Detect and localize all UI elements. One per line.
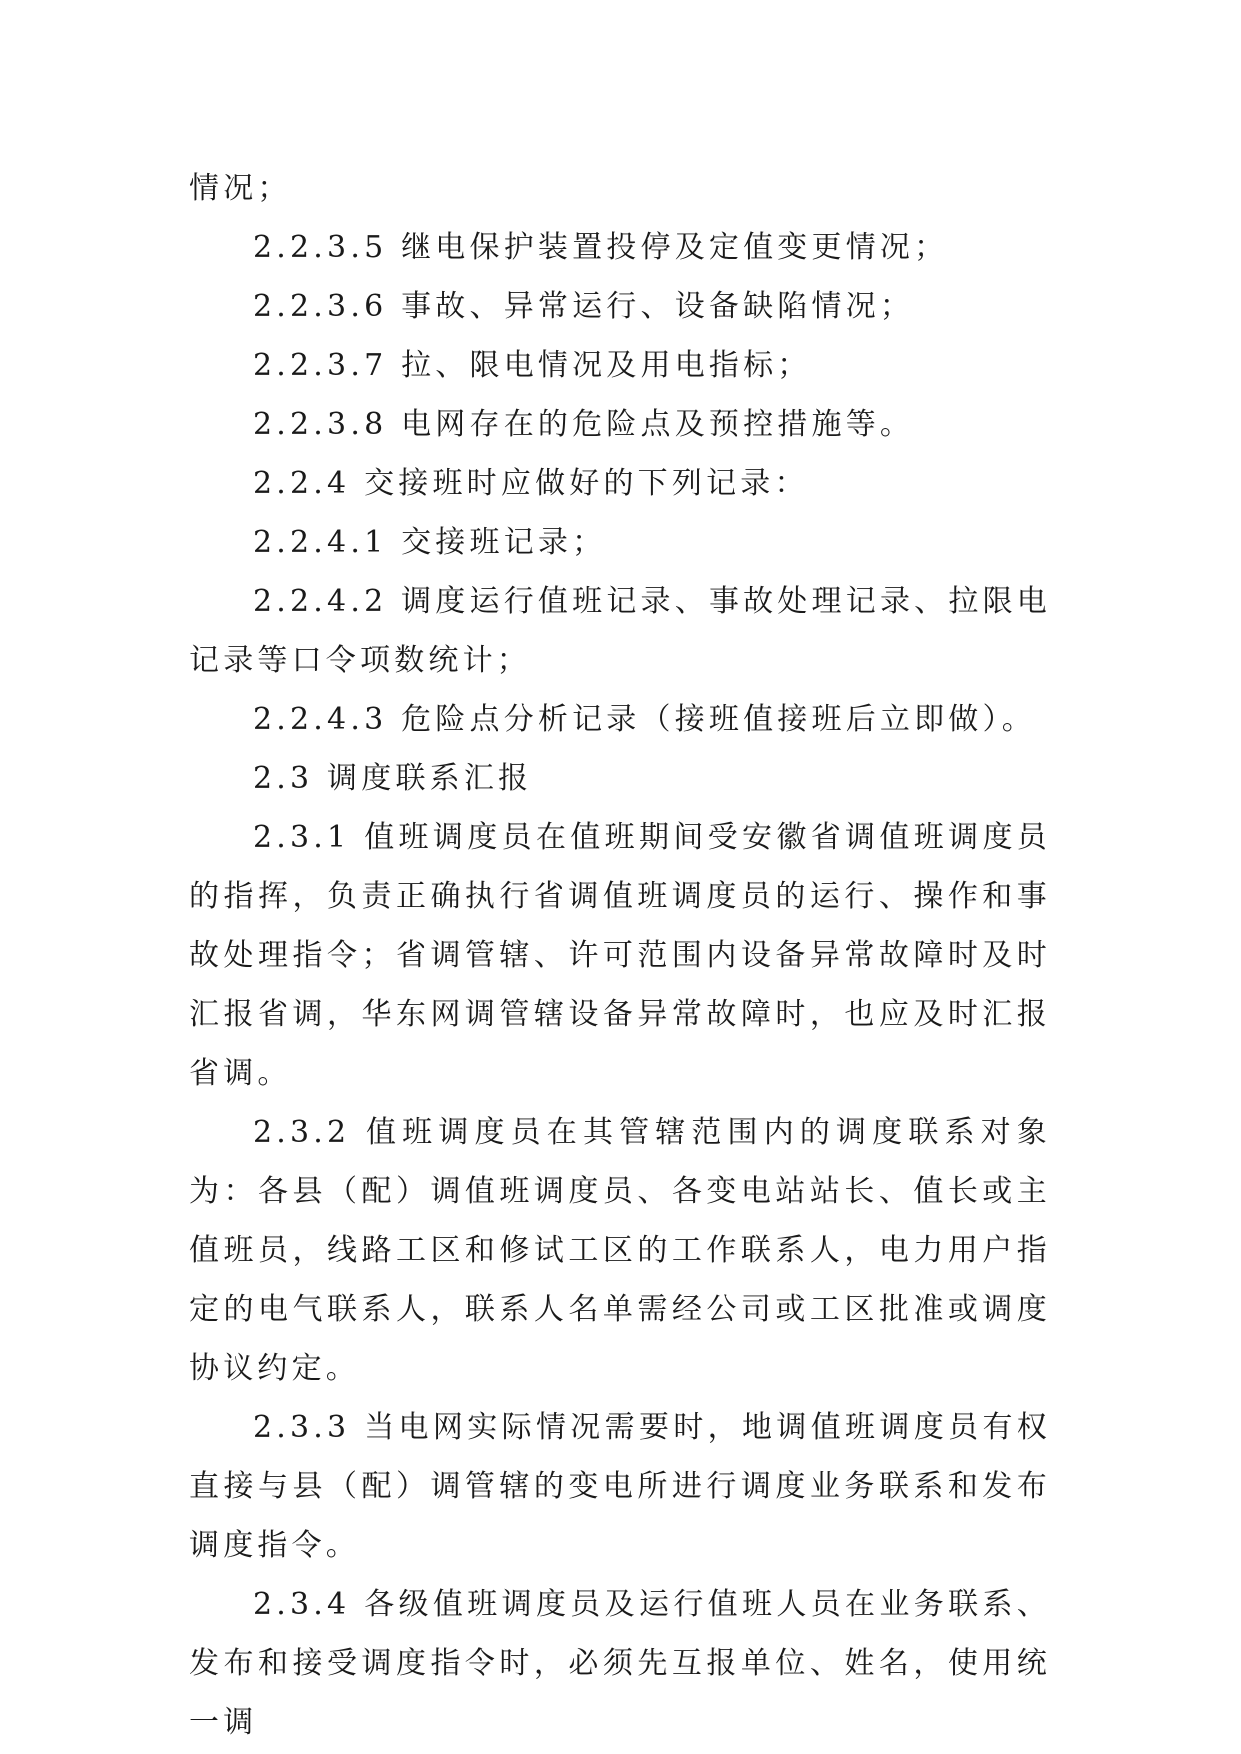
document-body [189,159,1051,1752]
paragraph-6: 2.2.4 交接班时应做好的下列记录： [253,466,809,501]
paragraph-13: 2.3.3 当电网实际情况需要时，地调值班调度员有权直接与县（配）调管辖的变电所进行调度业务联系和发布调度指令。 [189,1410,1051,1563]
paragraph-5: 2.2.3.8 电网存在的危险点及预控措施等。 [253,407,915,442]
paragraph-12: 2.3.2 值班调度员在其管辖范围内的调度联系对象为：各县（配）调值班调度员、各变电站站长、值长或主值班员，线路工区和修试工区的工作联系人，电力用户指定的电气联系人，联系人名单需经公司或工区批准或调度协议约定。 [189,1115,1051,1386]
paragraph-4: 2.2.3.7 拉、限电情况及用电指标； [253,348,812,383]
section-heading: 2.3 调度联系汇报 [253,761,533,796]
paragraph-1: 情况； [189,171,292,206]
paragraph-3: 2.2.3.6 事故、异常运行、设备缺陷情况； [253,289,915,324]
paragraph-7: 2.2.4.1 交接班记录； [253,525,607,560]
paragraph-9: 2.2.4.3 危险点分析记录（接班值接班后立即做）。 [253,702,1036,737]
paragraph-14: 2.3.4 各级值班调度员及运行值班人员在业务联系、发布和接受调度指令时，必须先互报单位、姓名，使用统一调 [189,1587,1051,1740]
paragraph-8: 2.2.4.2 调度运行值班记录、事故处理记录、拉限电记录等口令项数统计； [189,584,1051,678]
paragraph-2: 2.2.3.5 继电保护装置投停及定值变更情况； [253,230,949,265]
paragraph-11: 2.3.1 值班调度员在值班期间受安徽省调值班调度员的指挥，负责正确执行省调值班调度员的运行、操作和事故处理指令；省调管辖、许可范围内设备异常故障时及时汇报省调，华东网调管辖设备异常故障时，也应及时汇报省调。 [189,820,1051,1091]
